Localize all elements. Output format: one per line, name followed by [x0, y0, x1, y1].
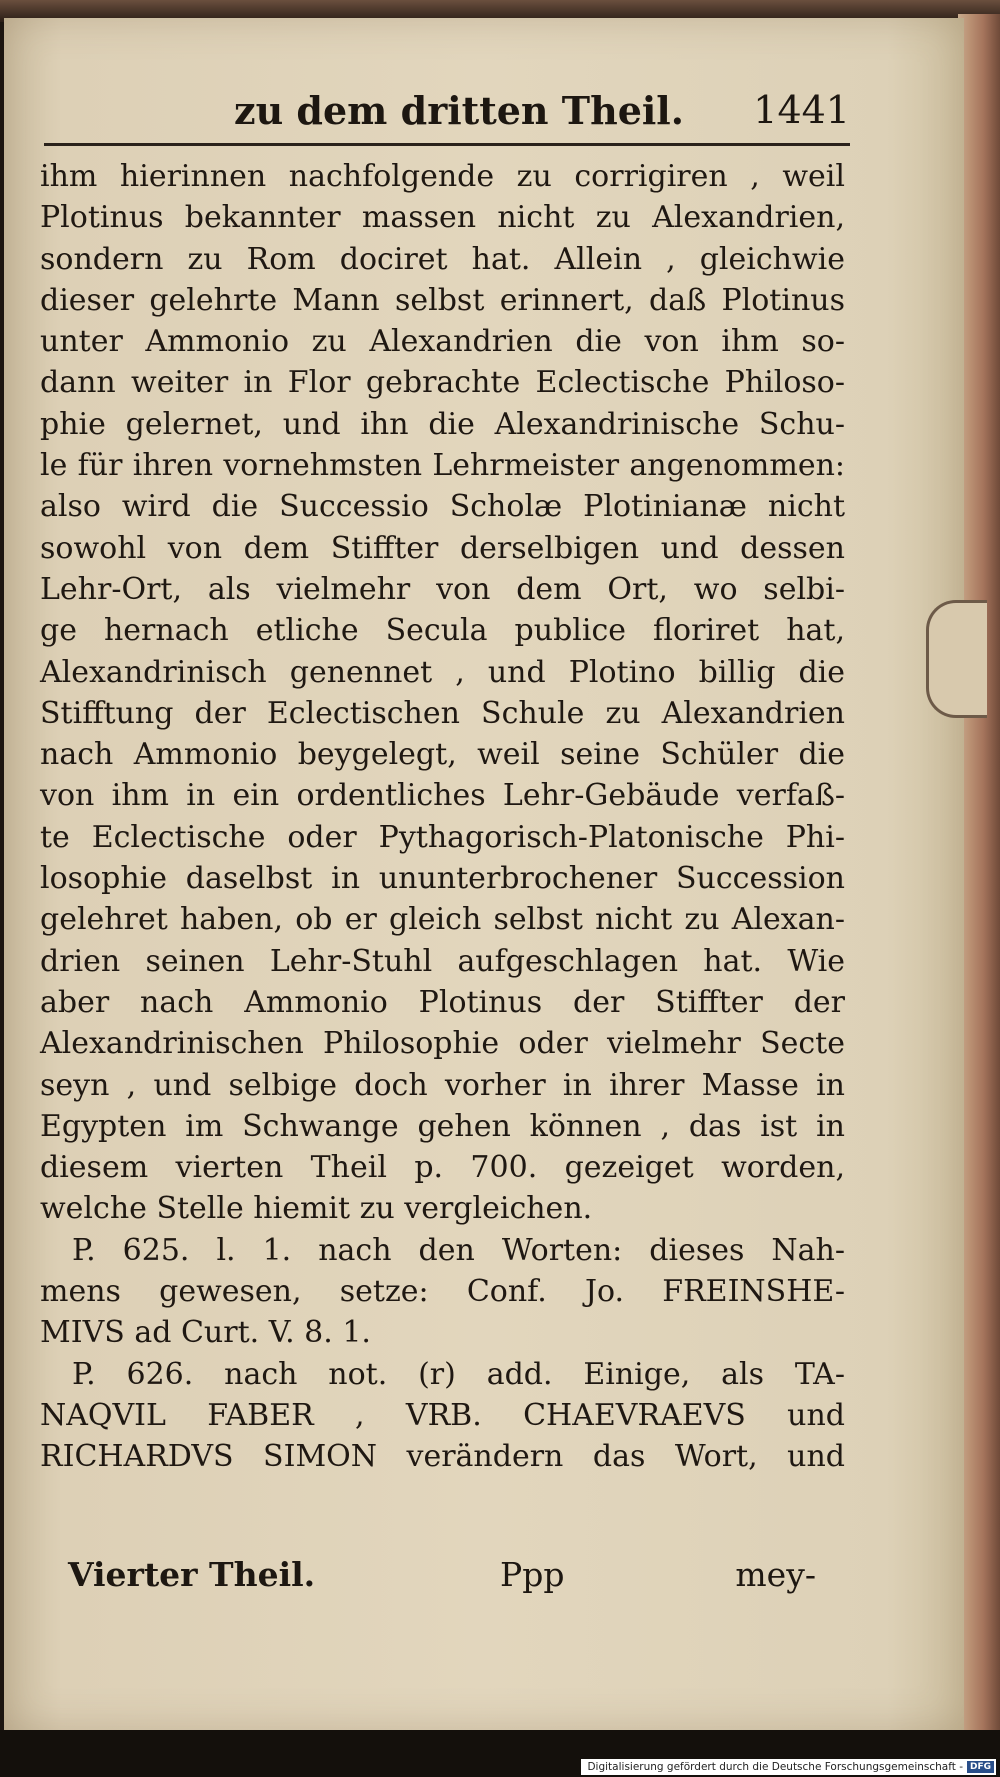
header-rule — [44, 143, 850, 146]
text-line: welche Stelle hiemit zu vergleichen. — [40, 1191, 593, 1227]
text-line: drien seinen Lehr-Stuhl aufgeschlagen hat. Wie — [40, 943, 845, 979]
text-line: sondern zu Rom dociret hat. Allein , gleichwie — [40, 241, 845, 277]
body-text — [40, 156, 845, 1478]
catchword: mey- — [735, 1555, 816, 1594]
text-line: gelehret haben, ob er gleich selbst nicht zu Alexan- — [40, 902, 845, 938]
text-line: nach Ammonio beygelegt, weil seine Schüler die — [40, 737, 845, 773]
text-line: Alexandrinisch genennet , und Plotino billig die — [40, 654, 845, 690]
dfg-logo: DFG — [967, 1761, 994, 1773]
text-line: unter Ammonio zu Alexandrien die von ihm so- — [40, 324, 845, 360]
page-header — [44, 88, 850, 148]
text-line: diesem vierten Theil p. 700. gezeiget worden, — [40, 1150, 845, 1186]
page-number: 1441 — [753, 88, 850, 132]
page-footer — [68, 1555, 816, 1601]
text-line: Alexandrinischen Philosophie oder vielmehr Secte — [40, 1026, 845, 1062]
text-line: mens gewesen, setze: Conf. Jo. FREINSHE- — [40, 1274, 845, 1310]
book-fore-edge — [958, 14, 1000, 1744]
footer-volume-title: Vierter Theil. — [68, 1555, 316, 1594]
text-line: MIVS ad Curt. V. 8. 1. — [40, 1315, 371, 1351]
text-line: dann weiter in Flor gebrachte Eclectische Philoso- — [40, 365, 845, 401]
text-line: NAQVIL FABER , VRB. CHAEVRAEVS und — [40, 1397, 845, 1433]
text-line: seyn , und selbige doch vorher in ihrer Masse in — [40, 1067, 845, 1103]
running-head: zu dem dritten Theil. — [234, 88, 684, 133]
text-line: le für ihren vornehmsten Lehrmeister angenommen: — [40, 448, 845, 484]
text-line: Plotinus bekannter massen nicht zu Alexandrien, — [40, 200, 845, 236]
text-line: Lehr-Ort, als vielmehr von dem Ort, wo selbi- — [40, 571, 845, 607]
text-line: P. 626. nach not. (r) add. Einige, als TA- — [72, 1356, 845, 1392]
text-line: also wird die Successio Scholæ Plotinianæ nicht — [40, 489, 845, 525]
digitization-credit — [581, 1759, 996, 1775]
text-line: RICHARDVS SIMON verändern das Wort, und — [40, 1439, 845, 1475]
credit-text: Digitalisierung gefördert durch die Deutsche Forschungsgemeinschaft - — [587, 1761, 963, 1773]
text-line: Stifftung der Eclectischen Schule zu Alexandrien — [40, 695, 845, 731]
text-line: dieser gelehrte Mann selbst erinnert, daß Plotinus — [40, 282, 845, 318]
signature-mark: Ppp — [500, 1555, 565, 1594]
text-line: aber nach Ammonio Plotinus der Stiffter der — [40, 984, 845, 1020]
text-line: sowohl von dem Stiffter derselbigen und dessen — [40, 530, 845, 566]
page-tab-marker — [926, 600, 987, 718]
text-line: losophie daselbst in ununterbrochener Succession — [40, 861, 845, 897]
text-line: von ihm in ein ordentliches Lehr-Gebäude verfaß- — [40, 778, 845, 814]
text-line: phie gelernet, und ihn die Alexandrinische Schu- — [40, 406, 845, 442]
text-line: ge hernach etliche Secula publice floriret hat, — [40, 613, 845, 649]
text-line: Egypten im Schwange gehen können , das ist in — [40, 1108, 845, 1144]
text-line: ihm hierinnen nachfolgende zu corrigiren , weil — [40, 159, 845, 194]
text-line: P. 625. l. 1. nach den Worten: dieses Nah- — [72, 1232, 845, 1268]
text-line: te Eclectische oder Pythagorisch-Platonische Phi- — [40, 819, 845, 855]
